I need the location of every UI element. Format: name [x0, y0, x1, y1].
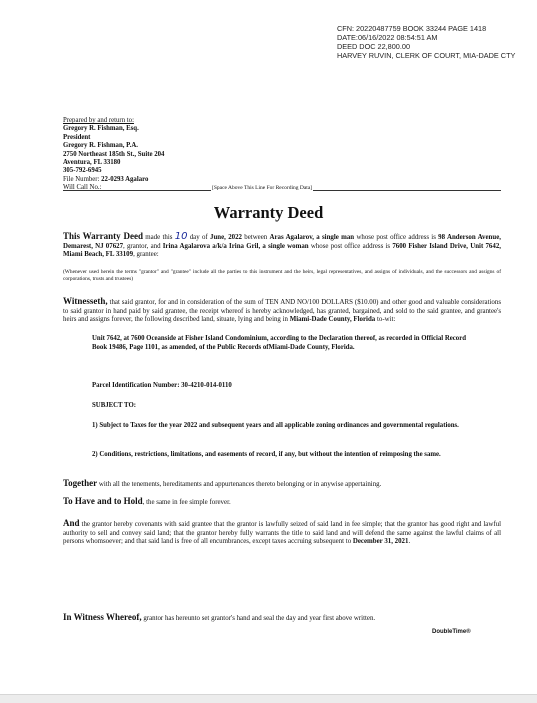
clerk-line: HARVEY RUVIN, CLERK OF COURT, MIA-DADE CTY — [337, 51, 516, 60]
dedication-lead: This Warranty Deed — [63, 231, 143, 241]
will-call-line: Will Call No.: — [63, 184, 102, 192]
together-paragraph: Together with all the tenements, hereditaments and appurtenances thereto belonging or in anywise appertaining. — [63, 478, 382, 488]
legal-description: Unit 7642, at 7600 Oceanside at Fisher Island Condominium, according to the Declaration thereof, as recorded in Official Record Book 19486, Page 1101, as amended, of the Public Records ofMiami-Dade County, Florida. — [92, 335, 466, 351]
file-number-line — [63, 176, 164, 184]
preparer-phone: 305-792-6945 — [63, 167, 102, 175]
cfn-line: CFN: 20220487759 BOOK 33244 PAGE 1418 — [337, 24, 487, 33]
parcel-id: Parcel Identification Number: 30-4210-014-0110 — [92, 382, 232, 389]
in-witness-paragraph: In Witness Whereof, grantor has hereunto set grantor's hand and seal the day and year first above written. — [63, 612, 376, 622]
subject-to-heading: SUBJECT TO: — [92, 402, 137, 409]
deed-doc-line: DEED DOC 22,800.00 — [337, 42, 411, 51]
handwritten-day: 10 — [174, 231, 188, 242]
recording-stamp — [337, 24, 515, 60]
covenant-paragraph: And the grantor hereby covenants with said grantee that the grantor is lawfully seized of said land in fee simple; that the grantor has good right and lawful authority to sell and convey said land; that the grantor hereby fully warrants the title to said land and will defend the same against the lawful claims of all persons whomsoever; and that said land is free of all encumbrances, except taxes accruing subsequent to December 31, 2021. — [63, 518, 501, 546]
doubletime-logo: DoubleTime® — [432, 629, 471, 635]
prepared-by-block — [63, 117, 164, 193]
prepared-heading: Prepared by and return to: — [63, 117, 134, 124]
subject-item-2: 2) Conditions, restrictions, limitations, and easements of record, if any, but without the intention of reimposing the same. — [92, 451, 441, 458]
preparer-name: Gregory R. Fishman, Esq. — [63, 125, 139, 133]
preparer-address-1: 2750 Northeast 185th St., Suite 204 — [63, 150, 165, 158]
definitions-note: (Whenever used herein the terms "grantor" and "grantee" include all the parties to this instrument and the heirs, legal representatives, and assigns of individuals, and the successors and assigns of corporations, trusts and trustees) — [63, 269, 501, 282]
preparer-firm: Gregory R. Fishman, P.A. — [63, 142, 138, 150]
preparer-address-2: Aventura, FL 33180 — [63, 159, 121, 167]
recording-space-label: [Space Above This Line For Recording Data] — [212, 185, 313, 191]
witnesseth-paragraph: Witnesseth, that said grantor, for and in consideration of the sum of TEN AND NO/100 DOLLARS ($10.00) and other good and valuable considerations to said grantor in hand paid by said grantee, the receipt whereof is hereby acknowledged, has granted, bargained, and sold to the said grantee, and grantee's heirs and assigns forever, the following described land, situate, lying and being in Miami-Dade County, Florida to-wit: — [63, 296, 501, 324]
recording-space-divider — [63, 184, 501, 196]
date-line: DATE:06/16/2022 08:54:51 AM — [337, 33, 438, 42]
have-and-hold-paragraph: To Have and to Hold, the same in fee simple forever. — [63, 496, 231, 506]
subject-item-1: 1) Subject to Taxes for the year 2022 and subsequent years and all applicable zoning ordinances and governmental regulations. — [92, 422, 459, 429]
dedication-paragraph: This Warranty Deed made this 10 day of June, 2022 between Aras Agalarov, a single man whose post office address is 98 Anderson Avenue, Demarest, NJ 07627, grantor, and Irina Agalarova a/k/a Irina Gril, a single woman whose post office address is 7600 Fisher Island Drive, Unit 7642, Miami Beach, FL 33109, grantee: — [63, 231, 502, 259]
file-number: 22-0293 Agalaro — [101, 175, 149, 183]
grantee-name: Irina Agalarova a/k/a Irina Gril, a single woman — [162, 242, 309, 250]
grantor-name: Aras Agalarov, a single man — [269, 234, 355, 241]
document-title: Warranty Deed — [213, 203, 324, 222]
file-number-label: File Number: — [63, 175, 100, 183]
preparer-title: President — [63, 133, 91, 141]
